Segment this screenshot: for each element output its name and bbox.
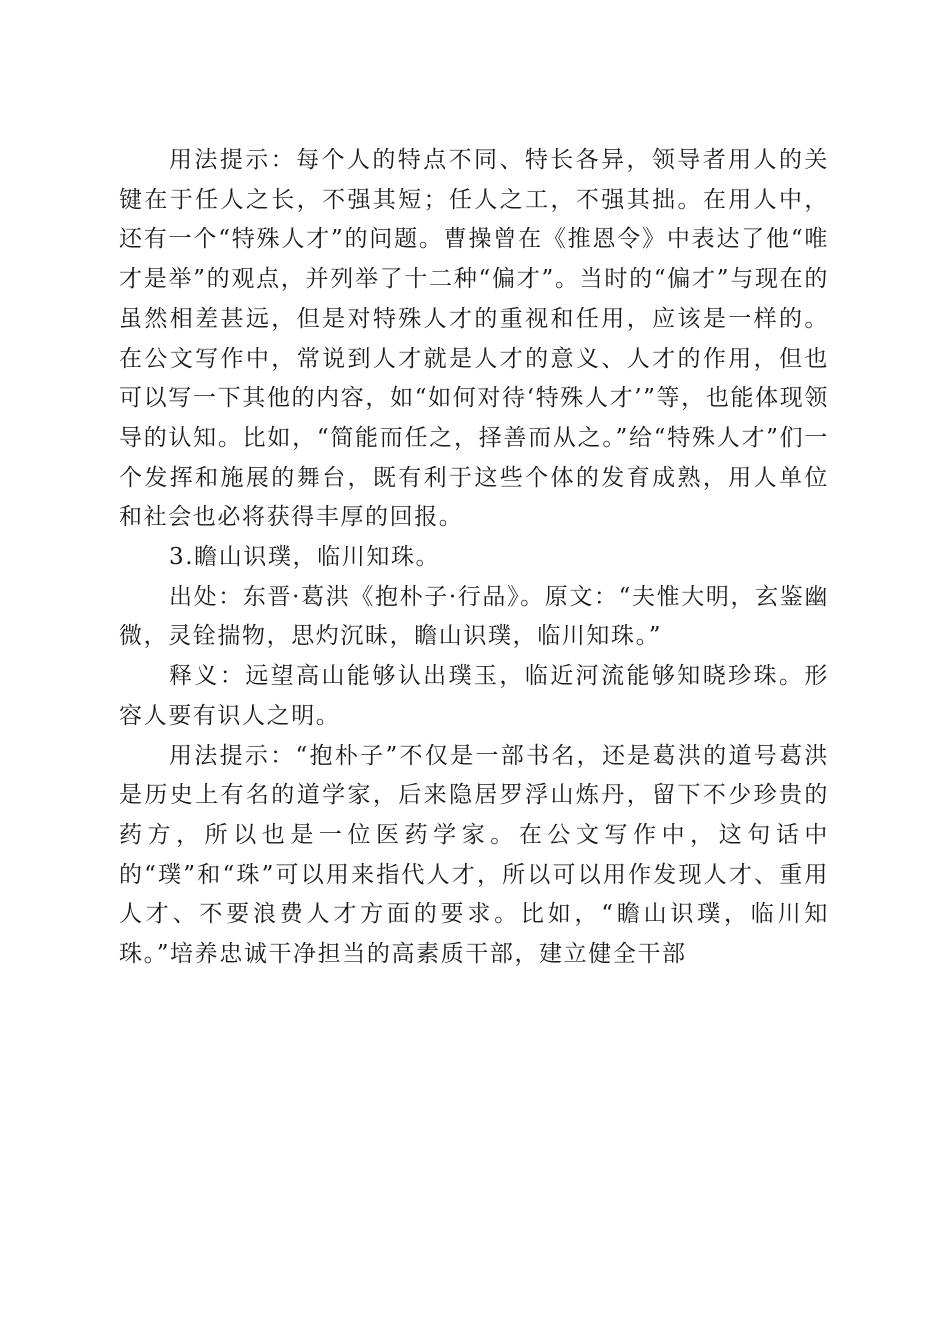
heading-item-3: 3.瞻山识璞，临川知珠。	[169, 544, 441, 571]
paragraph-usage-tip-baopuzi: 用法提示：“抱朴子”不仅是一部书名，还是葛洪的道号葛洪是历史上有名的道学家，后来隐居罗浮山炼丹，留下不少珍贵的药方，所以也是一位医药学家。在公文写作中，这句话中的“璞”和“珠”可以用来指代人才，所以可以用作发现人才、重用人才、不要浪费人才方面的要求。比如，“瞻山识璞，临川知珠。”培养忠诚干净担当的高素质干部，建立健全干部	[119, 742, 829, 968]
paragraph-source: 出处：东晋·葛洪《抱朴子·行品》。原文：“夫惟大明，玄鉴幽微，灵铨揣物，思灼沉昧，瞻山识璞，临川知珠。”	[119, 583, 829, 650]
paragraph-usage-tip-special-talent: 用法提示：每个人的特点不同、特长各异，领导者用人的关键在于任人之长，不强其短；任人之工，不强其拙。在用人中，还有一个“特殊人才”的问题。曹操曾在《推恩令》中表达了他“唯才是举”的观点，并列举了十二种“偏才”。当时的“偏才”与现在的虽然相差甚远，但是对特殊人才的重视和任用，应该是一样的。在公文写作中，常说到人才就是人才的意义、人才的作用，但也可以写一下其他的内容，如“如何对待‘特殊人才’”等，也能体现领导的认知。比如，“简能而任之，择善而从之。”给“特殊人才”们一个发挥和施展的舞台，既有利于这些个体的发育成熟，用人单位和社会也必将获得丰厚的回报。	[119, 147, 829, 531]
paragraph-meaning: 释义：远望高山能够认出璞玉，临近河流能够知晓珍珠。形容人要有识人之明。	[119, 663, 829, 729]
document-body	[119, 141, 829, 975]
